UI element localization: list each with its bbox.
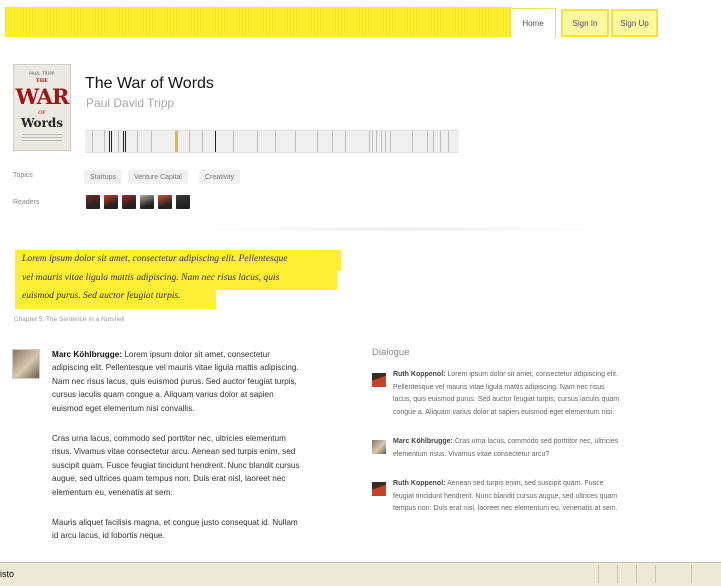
timeline-marker[interactable]	[381, 131, 382, 152]
comment-line: Cras urna lacus, commodo sed porttitor nec, ultricies	[454, 438, 619, 445]
timeline-marker[interactable]	[92, 131, 93, 152]
highlighted-quote[interactable]	[22, 250, 340, 306]
post-line: augue, sed ultrices quam tempus non. Duis erat nisl, laoreet nec	[52, 474, 286, 484]
comment	[393, 436, 655, 461]
timeline-marker[interactable]	[275, 131, 276, 152]
sign-in-button[interactable]: Sign In	[561, 9, 609, 37]
comment-line: tempus non. Duis erat nisl, laoreet nec elementum eu, venenatis at sem.	[393, 505, 618, 513]
timeline-marker[interactable]	[372, 131, 373, 152]
comment	[393, 478, 655, 516]
cover-war: WAR	[15, 84, 69, 109]
status-divider	[617, 565, 618, 583]
comment-author[interactable]: Ruth Koppenol:	[393, 371, 446, 378]
dialogue-heading: Dialogue	[372, 347, 410, 358]
comment-line: Pellentesque vel mauris vitae ligula mattis adipiscing. Nam nec risus	[393, 383, 605, 391]
timeline-marker[interactable]	[215, 131, 216, 152]
status-divider	[636, 565, 637, 583]
cover-author-line: PAUL TRIPP	[29, 71, 55, 76]
post-line: Lorem ipsum dolor sit amet, consectetur	[124, 350, 270, 359]
post-line: cursus iaculis quam congue a. Aliquam varius dolor at sapien	[52, 390, 274, 400]
status-divider	[691, 565, 692, 583]
post-line: Mauris aliquet facilisis magna, et congue justo consequat id. Nullam	[52, 518, 298, 527]
timeline-marker[interactable]	[448, 131, 449, 152]
comment-avatar[interactable]	[372, 373, 386, 387]
highlight-timeline[interactable]	[85, 130, 459, 153]
topic-tag[interactable]: Creativity	[199, 170, 240, 184]
comment-line: Lorem ipsum dolor sit amet, consectetur adipiscing elit.	[447, 371, 618, 378]
timeline-marker[interactable]	[175, 131, 178, 152]
timeline-marker[interactable]	[390, 131, 391, 152]
timeline-marker[interactable]	[257, 131, 258, 152]
timeline-marker[interactable]	[118, 131, 119, 152]
post-author[interactable]: Marc Köhlbrugge:	[52, 350, 123, 359]
timeline-marker[interactable]	[440, 131, 441, 152]
comment-avatar[interactable]	[372, 482, 386, 496]
cover-the: THE	[35, 78, 49, 84]
topic-tag[interactable]: Venture Capital	[128, 170, 188, 184]
comment-line: lacus, quis euismod purus. Sed auctor feugiat turpis, cursus iaculis quam	[393, 396, 620, 404]
post-line: suscipit quam. Fusce feugiat tincidunt hendrerit. Nunc blandit cursus	[52, 460, 300, 470]
reader-avatar[interactable]	[122, 195, 136, 209]
timeline-marker[interactable]	[332, 131, 333, 152]
timeline-marker[interactable]	[317, 131, 318, 152]
comment-line: Aenean sed turpis enim, sed suscipit quam. Fusce	[447, 480, 604, 487]
comment-line: elementum risus. Vivamus vitae consectetur arcu?	[393, 450, 550, 458]
sign-up-button[interactable]: Sign Up	[611, 9, 658, 37]
timeline-marker[interactable]	[412, 131, 413, 152]
comment	[393, 369, 655, 419]
header-bar	[5, 7, 511, 37]
timeline-marker[interactable]	[137, 131, 138, 152]
post-paragraph	[52, 432, 338, 499]
book-title: The War of Words	[85, 75, 214, 92]
post-line: elementum eu, venenatis at sem.	[52, 487, 173, 497]
timeline-marker[interactable]	[345, 131, 346, 152]
reader-avatar[interactable]	[176, 195, 190, 209]
book-cover[interactable]	[13, 64, 71, 151]
timeline-marker[interactable]	[295, 131, 296, 152]
topic-tag[interactable]: Startups	[84, 170, 122, 184]
status-divider	[655, 565, 656, 583]
comment-author[interactable]: Ruth Koppenol:	[393, 480, 446, 487]
timeline-marker[interactable]	[109, 131, 110, 152]
timeline-marker[interactable]	[111, 131, 112, 152]
timeline-marker[interactable]	[233, 131, 234, 152]
quote-line: euismod purus. Sed auctor feugiat turpis.	[22, 290, 181, 301]
tab-home[interactable]: Home	[510, 8, 556, 38]
timeline-marker[interactable]	[189, 131, 190, 152]
chapter-reference[interactable]: Chapter 5: The Sentence In a Nutshell	[14, 316, 125, 323]
status-text: isto	[0, 569, 15, 579]
timeline-marker[interactable]	[433, 131, 434, 152]
timeline-marker[interactable]	[104, 131, 105, 152]
comment-author[interactable]: Marc Köhlbrugge:	[393, 438, 453, 445]
reader-avatar[interactable]	[86, 195, 100, 209]
reader-avatar[interactable]	[158, 195, 172, 209]
timeline-marker[interactable]	[125, 131, 126, 152]
timeline-marker[interactable]	[202, 131, 203, 152]
readers-label: Readers	[13, 199, 40, 206]
cover-footer-text	[22, 133, 62, 141]
post-line: Nam nec risus lacus, quis euismod purus. Sed auctor feugiat turpis,	[52, 376, 297, 386]
post-line: Cras urna lacus, commodo sed porttitor nec, ultricies elementum	[52, 434, 286, 443]
book-author[interactable]: Paul David Tripp	[86, 96, 175, 110]
reader-avatar[interactable]	[104, 195, 118, 209]
status-divider	[598, 565, 599, 583]
post-line: adipiscing elit. Pellentesque vel mauris vitae ligula mattis adipiscing.	[52, 363, 299, 373]
section-divider	[190, 226, 610, 232]
post-line: id arcu lacus, id lobortis neque.	[52, 531, 165, 541]
timeline-marker[interactable]	[151, 131, 152, 152]
post-paragraph	[52, 348, 338, 415]
post-paragraph	[52, 516, 338, 543]
timeline-marker[interactable]	[427, 131, 428, 152]
comment-line: congue a. Aliquam varius dolor at sapien euismod eget elementum nisi.	[393, 408, 615, 416]
timeline-marker[interactable]	[369, 131, 370, 152]
post-line: risus. Vivamus vitae consectetur arcu. Aenean sed turpis enim, sed	[52, 447, 296, 457]
comment-line: feugiat tincidunt hendrerit. Nunc blandit cursus augue, sed ultrices quam	[393, 492, 618, 500]
avatar[interactable]	[12, 349, 40, 379]
reader-avatar[interactable]	[140, 195, 154, 209]
quote-line: vel mauris vitae ligula mattis adipiscing. Nam nec risus lacus, quis	[22, 271, 280, 283]
comment-avatar[interactable]	[372, 440, 386, 454]
cover-words: Words	[21, 116, 63, 130]
status-bar	[0, 562, 721, 586]
quote-line: Lorem ipsum dolor sit amet, consectetur adipiscing elit. Pellentesque	[22, 253, 288, 264]
post-line: euismod eget elementum nisi convallis.	[52, 403, 195, 413]
topics-label: Topics	[13, 172, 33, 179]
cover-of: OF	[38, 110, 46, 116]
timeline-marker[interactable]	[123, 131, 124, 152]
timeline-marker[interactable]	[385, 131, 386, 152]
timeline-marker[interactable]	[376, 131, 377, 152]
